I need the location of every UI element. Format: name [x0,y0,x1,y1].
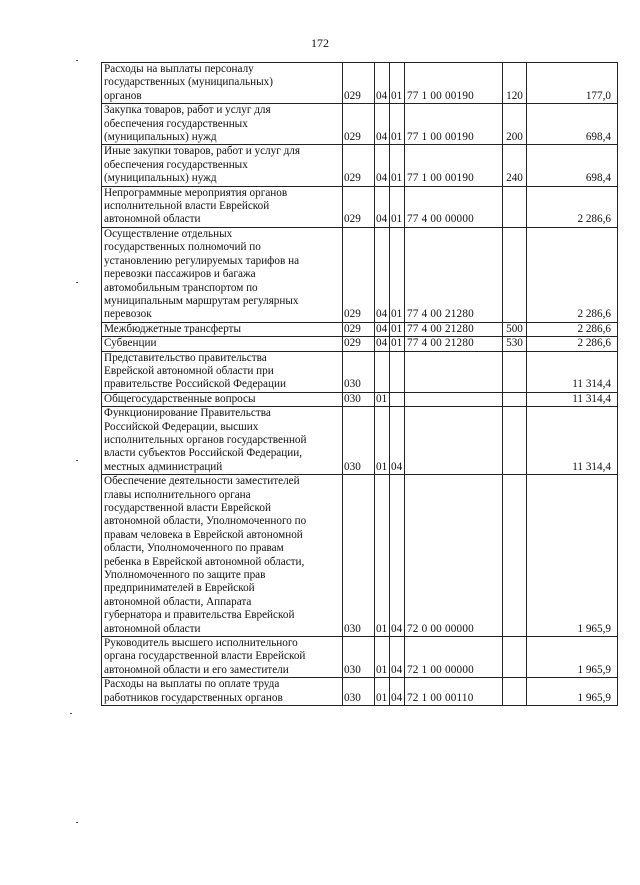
subsection-cell: 01 [390,145,405,186]
section-cell [375,351,390,392]
row-name-line: установлению регулируемых тарифов на [104,254,300,267]
row-name-line: Субвенции [104,337,157,350]
grbs-cell: 029 [343,63,375,104]
table-row [102,637,618,678]
row-name-line: Расходы на выплаты по оплате труда [104,678,280,691]
amount-cell: 1 965,9 [527,637,618,678]
row-name-line: ребенка в Еврейской автономной области, [104,555,305,568]
table-row [102,322,618,336]
target-article-cell: 77 1 00 00190 [405,104,503,145]
target-article-cell: 77 1 00 00190 [405,145,503,186]
section-cell: 04 [375,337,390,351]
target-article-cell: 77 4 00 21280 [405,322,503,336]
row-name-line: правам человека в Еврейской автономной [104,528,303,541]
grbs-cell: 030 [343,392,375,406]
subsection-cell: 01 [390,337,405,351]
section-cell: 01 [375,407,390,475]
row-name-cell [102,337,343,351]
row-name-cell [102,678,343,706]
subsection-cell [390,351,405,392]
row-name-line: власти субъектов Российской Федерации, [104,447,303,460]
row-name-line: Межбюджетные трансферты [104,322,241,335]
subsection-cell: 04 [390,678,405,706]
target-article-cell: 72 1 00 00000 [405,637,503,678]
row-name-line: (муниципальных) нужд [104,131,217,144]
target-article-cell: 77 4 00 21280 [405,227,503,322]
amount-cell: 1 965,9 [527,678,618,706]
row-name-line: Обеспечение деятельности заместителей [104,475,300,488]
row-name-line: работников государственных органов [104,691,283,704]
section-cell: 01 [375,637,390,678]
row-name-cell [102,351,343,392]
target-article-cell [405,351,503,392]
scan-speck [70,713,72,714]
amount-cell: 177,0 [527,63,618,104]
scan-speck [76,822,78,823]
grbs-cell: 029 [343,145,375,186]
section-cell: 04 [375,227,390,322]
table-row [102,392,618,406]
amount-cell: 11 314,4 [527,407,618,475]
table-row [102,186,618,227]
target-article-cell: 77 1 00 00190 [405,63,503,104]
subsection-cell: 01 [390,63,405,104]
grbs-cell: 029 [343,322,375,336]
amount-cell: 2 286,6 [527,337,618,351]
target-article-cell: 77 4 00 00000 [405,186,503,227]
expense-type-cell [503,637,527,678]
table-row [102,337,618,351]
target-article-cell: 77 4 00 21280 [405,337,503,351]
grbs-cell: 029 [343,104,375,145]
expense-type-cell [503,351,527,392]
page-number: 172 [311,36,329,50]
scan-speck [76,60,78,61]
target-article-cell [405,407,503,475]
row-name-line: обеспечения государственных [104,117,248,130]
table-row [102,227,618,322]
target-article-cell: 72 0 00 00000 [405,475,503,637]
grbs-cell: 030 [343,678,375,706]
subsection-cell: 01 [390,322,405,336]
row-name-line: органов [104,89,142,102]
row-name-line: Функционирование Правительства [104,407,271,420]
grbs-cell: 030 [343,351,375,392]
section-cell: 04 [375,145,390,186]
budget-table-body [102,63,618,706]
section-cell: 04 [375,104,390,145]
row-name-line: автономной области и его заместители [104,663,289,676]
grbs-cell: 029 [343,337,375,351]
subsection-cell: 04 [390,637,405,678]
grbs-cell: 030 [343,475,375,637]
subsection-cell: 01 [390,186,405,227]
row-name-cell [102,475,343,637]
row-name-line: области, Уполномоченного по правам [104,542,284,555]
section-cell: 04 [375,63,390,104]
target-article-cell: 72 1 00 00110 [405,678,503,706]
section-cell: 01 [375,475,390,637]
expense-type-cell: 500 [503,322,527,336]
row-name-line: государственных (муниципальных) [104,76,273,89]
expense-type-cell: 120 [503,63,527,104]
row-name-line: автономной области [104,622,201,635]
row-name-line: Расходы на выплаты персоналу [104,63,254,75]
row-name-line: Уполномоченного по защите прав [104,569,266,582]
row-name-line: Закупка товаров, работ и услуг для [104,104,271,117]
amount-cell: 2 286,6 [527,227,618,322]
row-name-cell [102,186,343,227]
expense-type-cell [503,392,527,406]
amount-cell: 11 314,4 [527,351,618,392]
table-row [102,104,618,145]
expense-type-cell [503,227,527,322]
scan-speck [76,282,78,283]
row-name-line: обеспечения государственных [104,158,248,171]
expense-type-cell [503,186,527,227]
row-name-cell [102,322,343,336]
expense-type-cell [503,475,527,637]
row-name-line: Представительство правительства [104,351,267,364]
amount-cell: 2 286,6 [527,322,618,336]
subsection-cell: 04 [390,475,405,637]
row-name-line: перевозки пассажиров и багажа [104,268,256,281]
row-name-line: исполнительной власти Еврейской [104,200,270,213]
row-name-line: Руководитель высшего исполнительного [104,637,298,650]
row-name-line: автономной области [104,213,201,226]
scan-speck [76,460,78,461]
amount-cell: 698,4 [527,104,618,145]
subsection-cell: 01 [390,227,405,322]
subsection-cell [390,392,405,406]
section-cell: 01 [375,392,390,406]
amount-cell: 2 286,6 [527,186,618,227]
section-cell: 01 [375,678,390,706]
row-name-cell [102,227,343,322]
grbs-cell: 030 [343,407,375,475]
expense-type-cell: 530 [503,337,527,351]
row-name-line: государственных полномочий по [104,241,261,254]
row-name-line: (муниципальных) нужд [104,172,217,185]
grbs-cell: 029 [343,186,375,227]
row-name-line: Еврейской автономной области при [104,364,274,377]
row-name-line: Непрограммные мероприятия органов [104,186,288,199]
row-name-cell [102,63,343,104]
row-name-line: Российской Федерации, высших [104,420,259,433]
amount-cell: 1 965,9 [527,475,618,637]
row-name-line: автономной области, Аппарата [104,595,252,608]
grbs-cell: 030 [343,637,375,678]
row-name-line: Иные закупки товаров, работ и услуг для [104,145,301,158]
expense-type-cell: 200 [503,104,527,145]
row-name-cell [102,145,343,186]
row-name-line: муниципальным маршрутам регулярных [104,294,299,307]
budget-table [101,62,618,706]
expense-type-cell [503,407,527,475]
row-name-cell [102,104,343,145]
section-cell: 04 [375,186,390,227]
table-row [102,475,618,637]
section-cell: 04 [375,322,390,336]
amount-cell: 698,4 [527,145,618,186]
row-name-cell [102,392,343,406]
row-name-line: Осуществление отдельных [104,227,233,240]
row-name-line: автомобильным транспортом по [104,281,258,294]
row-name-line: главы исполнительного органа [104,488,251,501]
amount-cell: 11 314,4 [527,392,618,406]
row-name-line: исполнительных органов государственной [104,433,307,446]
row-name-cell [102,407,343,475]
subsection-cell: 04 [390,407,405,475]
table-row [102,63,618,104]
row-name-line: предпринимателей в Еврейской [104,582,255,595]
table-row [102,407,618,475]
grbs-cell: 029 [343,227,375,322]
row-name-line: перевозок [104,308,152,321]
row-name-line: губернатора и правительства Еврейской [104,609,295,622]
table-row [102,351,618,392]
subsection-cell: 01 [390,104,405,145]
table-row [102,678,618,706]
table-row [102,145,618,186]
expense-type-cell [503,678,527,706]
target-article-cell [405,392,503,406]
row-name-line: органа государственной власти Еврейской [104,650,306,663]
row-name-line: местных администраций [104,460,223,473]
row-name-line: правительстве Российской Федерации [104,378,286,391]
expense-type-cell: 240 [503,145,527,186]
row-name-line: автономной области, Уполномоченного по [104,515,307,528]
row-name-line: государственной власти Еврейской [104,502,271,514]
row-name-cell [102,637,343,678]
row-name-line: Общегосударственные вопросы [104,392,256,405]
